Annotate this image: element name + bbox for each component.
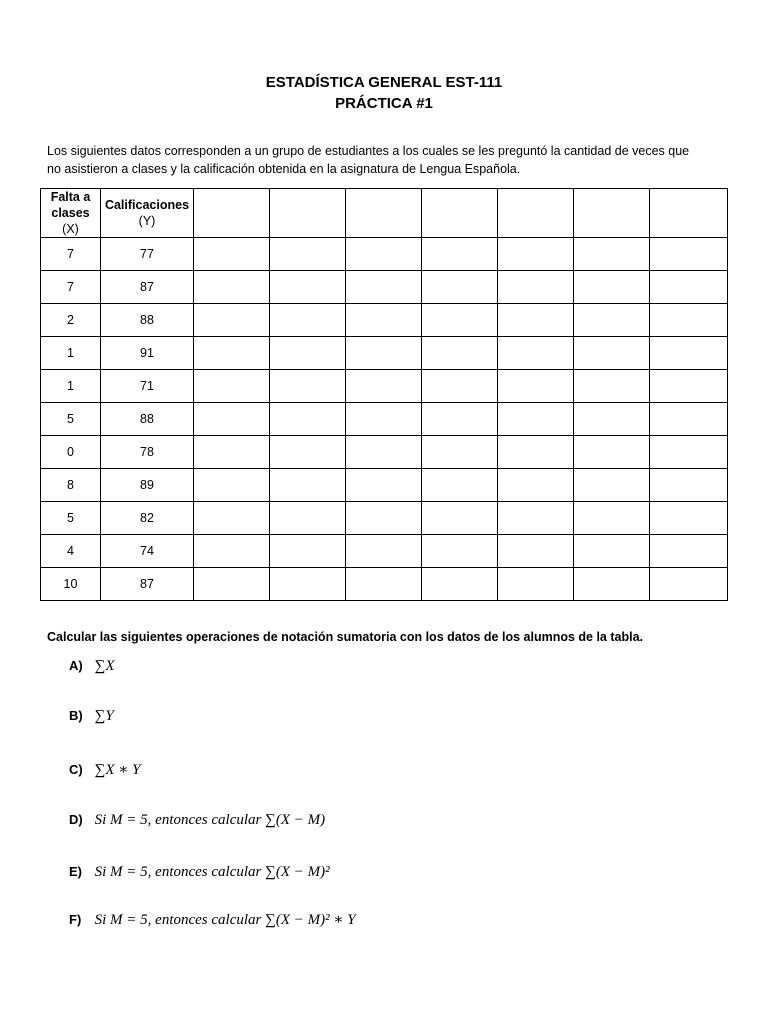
- cell-empty: [270, 436, 346, 469]
- cell-empty: [422, 337, 498, 370]
- cell-empty: [650, 502, 728, 535]
- table-row: [41, 304, 728, 337]
- cell-empty: [422, 568, 498, 601]
- header-empty: [574, 189, 650, 238]
- table-row: [41, 568, 728, 601]
- table-row: [41, 403, 728, 436]
- table-row: [41, 337, 728, 370]
- cell-empty: [346, 337, 422, 370]
- table-row: [41, 436, 728, 469]
- cell-empty: [270, 403, 346, 436]
- cell-empty: [498, 304, 574, 337]
- cell-grade: 78: [101, 436, 194, 469]
- cell-empty: [346, 502, 422, 535]
- cell-empty: [194, 403, 270, 436]
- cell-empty: [498, 568, 574, 601]
- document-header: [0, 72, 768, 114]
- cell-empty: [346, 304, 422, 337]
- cell-empty: [574, 436, 650, 469]
- header-grades: Calificaciones (Y): [101, 189, 194, 238]
- cell-empty: [194, 271, 270, 304]
- cell-grade: 77: [101, 238, 194, 271]
- cell-empty: [574, 403, 650, 436]
- cell-empty: [650, 568, 728, 601]
- question-expression: Si M = 5, entonces calcular ∑(X − M): [94, 812, 326, 828]
- question-expression: ∑X: [94, 658, 115, 674]
- cell-empty: [574, 304, 650, 337]
- cell-empty: [422, 535, 498, 568]
- table-row: [41, 535, 728, 568]
- cell-empty: [574, 337, 650, 370]
- table-header-row: [41, 189, 728, 238]
- cell-empty: [422, 238, 498, 271]
- cell-empty: [574, 238, 650, 271]
- header-empty: [346, 189, 422, 238]
- cell-absences: 5: [41, 403, 101, 436]
- cell-absences: 1: [41, 370, 101, 403]
- cell-empty: [346, 436, 422, 469]
- cell-grade: 82: [101, 502, 194, 535]
- question-letter: E): [69, 864, 82, 879]
- cell-grade: 91: [101, 337, 194, 370]
- question-letter: B): [69, 708, 83, 723]
- cell-absences: 1: [41, 337, 101, 370]
- question-expression: ∑X ∗ Y: [94, 762, 141, 778]
- cell-empty: [422, 271, 498, 304]
- cell-empty: [574, 502, 650, 535]
- cell-grade: 87: [101, 568, 194, 601]
- cell-empty: [270, 568, 346, 601]
- question-f: [69, 910, 356, 929]
- table-row: [41, 469, 728, 502]
- cell-empty: [574, 271, 650, 304]
- cell-empty: [270, 337, 346, 370]
- cell-empty: [194, 370, 270, 403]
- cell-empty: [650, 304, 728, 337]
- cell-empty: [498, 337, 574, 370]
- cell-empty: [498, 436, 574, 469]
- cell-empty: [574, 535, 650, 568]
- cell-absences: 8: [41, 469, 101, 502]
- cell-empty: [194, 469, 270, 502]
- cell-empty: [346, 271, 422, 304]
- question-expression: Si M = 5, entonces calcular ∑(X − M)² ∗ Y: [94, 912, 356, 928]
- question-b: [69, 708, 114, 725]
- cell-empty: [422, 304, 498, 337]
- cell-empty: [650, 436, 728, 469]
- header-empty: [498, 189, 574, 238]
- instruction-text: Calcular las siguientes operaciones de notación sumatoria con los datos de los alumnos de la tabla.: [47, 630, 643, 644]
- cell-empty: [498, 271, 574, 304]
- cell-empty: [650, 238, 728, 271]
- cell-empty: [650, 535, 728, 568]
- cell-absences: 4: [41, 535, 101, 568]
- cell-empty: [498, 502, 574, 535]
- cell-absences: 10: [41, 568, 101, 601]
- cell-empty: [650, 469, 728, 502]
- cell-empty: [346, 568, 422, 601]
- cell-empty: [346, 535, 422, 568]
- cell-empty: [346, 469, 422, 502]
- question-expression: Si M = 5, entonces calcular ∑(X − M)²: [94, 864, 330, 880]
- cell-empty: [270, 502, 346, 535]
- cell-empty: [498, 403, 574, 436]
- cell-empty: [498, 535, 574, 568]
- cell-empty: [422, 370, 498, 403]
- cell-empty: [650, 271, 728, 304]
- cell-empty: [422, 403, 498, 436]
- header-empty: [194, 189, 270, 238]
- cell-grade: 88: [101, 403, 194, 436]
- cell-empty: [194, 436, 270, 469]
- cell-empty: [346, 370, 422, 403]
- cell-empty: [194, 502, 270, 535]
- cell-empty: [194, 568, 270, 601]
- question-letter: C): [69, 762, 83, 777]
- cell-empty: [574, 469, 650, 502]
- cell-absences: 7: [41, 271, 101, 304]
- cell-grade: 88: [101, 304, 194, 337]
- cell-empty: [194, 238, 270, 271]
- header-empty: [650, 189, 728, 238]
- cell-grade: 74: [101, 535, 194, 568]
- cell-grade: 89: [101, 469, 194, 502]
- document-subtitle: PRÁCTICA #1: [335, 95, 433, 112]
- cell-empty: [194, 304, 270, 337]
- cell-absences: 2: [41, 304, 101, 337]
- header-empty: [422, 189, 498, 238]
- cell-empty: [270, 370, 346, 403]
- cell-absences: 0: [41, 436, 101, 469]
- intro-line-2: no asistieron a clases y la calificación obtenida en la asignatura de Lengua Española.: [47, 162, 521, 176]
- table-row: [41, 271, 728, 304]
- cell-empty: [650, 337, 728, 370]
- table-row: [41, 370, 728, 403]
- cell-empty: [270, 271, 346, 304]
- question-letter: D): [69, 812, 83, 827]
- cell-empty: [194, 535, 270, 568]
- question-a: [69, 658, 114, 675]
- cell-empty: [574, 568, 650, 601]
- cell-empty: [498, 469, 574, 502]
- question-expression: ∑Y: [94, 708, 114, 724]
- cell-empty: [498, 238, 574, 271]
- cell-grade: 71: [101, 370, 194, 403]
- intro-paragraph: [47, 142, 737, 178]
- cell-empty: [346, 238, 422, 271]
- table-body: [41, 238, 728, 601]
- header-empty: [270, 189, 346, 238]
- cell-empty: [574, 370, 650, 403]
- cell-empty: [270, 535, 346, 568]
- question-e: [69, 864, 330, 881]
- cell-absences: 5: [41, 502, 101, 535]
- intro-line-1: Los siguientes datos corresponden a un grupo de estudiantes a los cuales se les preguntó la cantidad de veces que: [47, 144, 690, 158]
- cell-empty: [422, 469, 498, 502]
- cell-empty: [270, 469, 346, 502]
- header-absences: Falta a clases (X): [41, 189, 101, 238]
- cell-empty: [270, 304, 346, 337]
- cell-empty: [194, 337, 270, 370]
- document-title: ESTADÍSTICA GENERAL EST-111: [265, 74, 503, 91]
- table-row: [41, 238, 728, 271]
- cell-empty: [422, 436, 498, 469]
- data-table: [40, 188, 728, 601]
- cell-empty: [346, 403, 422, 436]
- question-letter: A): [69, 658, 83, 673]
- cell-empty: [650, 403, 728, 436]
- question-d: [69, 812, 325, 829]
- question-letter: F): [69, 912, 82, 927]
- cell-empty: [498, 370, 574, 403]
- table-row: [41, 502, 728, 535]
- cell-empty: [270, 238, 346, 271]
- cell-absences: 7: [41, 238, 101, 271]
- cell-empty: [422, 502, 498, 535]
- cell-grade: 87: [101, 271, 194, 304]
- cell-empty: [650, 370, 728, 403]
- question-c: [69, 760, 141, 779]
